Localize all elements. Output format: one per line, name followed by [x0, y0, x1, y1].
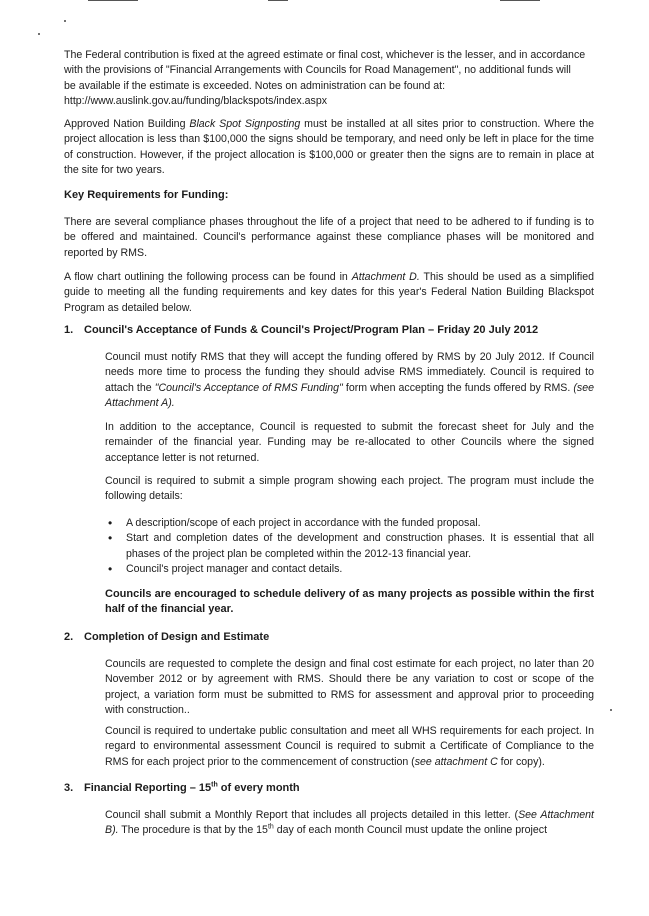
section-2-paragraph-design: Councils are requested to complete the design and final cost estimate for each project, no later than 20 November 2012 or by agreement with RMS. Should there be any variation to cost or scope of the project, a variation form must be submitted to RMS for assessment and approval prior to proceeding with construction.. — [105, 658, 594, 716]
section-1-heading: 1. Council's Acceptance of Funds & Council's Project/Program Plan – Friday 20 July 2012 — [64, 324, 539, 336]
list-item: • A description/scope of each project in accordance with the funded proposal. — [105, 516, 594, 531]
attachment-d-ref: Attachment D. — [351, 271, 420, 283]
acceptance-form-name: "Council's Acceptance of RMS Funding" — [154, 381, 343, 394]
section-1-paragraph-notify: Council must notify RMS that they will accept the funding offered by RMS by 20 July 2012. If Council needs more time to process the funding they should advise RMS immediately. Council is required to attach the "Council's Acceptance of RMS Funding" form when accepting the funds offered by RMS. (see Attachment A). — [105, 351, 594, 409]
paragraph-signposting: Approved Nation Building Black Spot Signposting must be installed at all sites prior to construction. Where the project allocation is less than $100,000 the signs should be temporary, and need only be left in place for the time of construction. However, if the project allocation is $100,000 or greater then the signs are to remain in place at the site for two years. — [64, 118, 595, 176]
paragraph-flowchart: A flow chart outlining the following process can be found in Attachment D. This should be used as a simplified guide to meeting all the funding requirements and key dates for this year's Federal Nation Building Blackspot Program as detailed below. — [64, 271, 594, 314]
scan-speck — [64, 20, 66, 22]
list-item: • Council's project manager and contact details. — [105, 562, 594, 577]
text-line: with the provisions of "Financial Arrangements with Councils for Road Management", no additional funds will — [64, 64, 571, 77]
section-1-bold-note: Councils are encouraged to schedule delivery of as many projects as possible within the first half of the financial year. — [105, 588, 594, 616]
heading-key-requirements: Key Requirements for Funding: — [64, 189, 229, 201]
scan-speck — [38, 33, 40, 35]
scan-edge-mark — [500, 0, 540, 1]
paragraph-federal-contribution — [64, 48, 594, 109]
text-line: The Federal contribution is fixed at the agreed estimate or final cost, whichever is the lesser, and in accordance — [64, 49, 586, 61]
admin-notes-url: http://www.auslink.gov.au/funding/blackspots/index.aspx — [64, 94, 328, 107]
program-details-list — [105, 516, 594, 577]
attachment-c-ref: see attachment C — [414, 755, 498, 768]
list-item: • Start and completion dates of the development and construction phases. It is essential that all phases of the project plan be completed within the 2012-13 financial year. — [105, 531, 594, 562]
paragraph-compliance: There are several compliance phases throughout the life of a project that need to be adhered to if funding is to be offered and maintained. Council's performance against these compliance phases will be monitored and reported by RMS. — [64, 216, 594, 259]
section-3-heading: 3. Financial Reporting – 15th of every month — [64, 781, 300, 794]
scan-edge-mark — [268, 0, 288, 1]
attachment-a-ref: (see Attachment A). — [105, 381, 594, 409]
signposting-term: Black Spot Signposting — [189, 118, 301, 130]
section-1-paragraph-program: Council is required to submit a simple program showing each project. The program must include the following details: — [105, 475, 594, 503]
attachment-b-ref: See Attachment B). — [105, 809, 594, 837]
text-line: be available if the estimate is exceeded. Notes on administration can be found at: — [64, 79, 446, 92]
section-1-paragraph-forecast: In addition to the acceptance, Council is requested to submit the forecast sheet for July and the remainder of the financial year. Funding may be re-allocated to other Councils where the signed acceptance letter is not returned. — [105, 421, 594, 464]
section-2-paragraph-consultation: Council is required to undertake public consultation and meet all WHS requirements for each project. In regard to environmental assessment Council is required to submit a Certificate of Compliance to the RMS for each project prior to the commencement of construction (see attachment C for copy). — [105, 725, 594, 768]
scan-edge-mark — [88, 0, 138, 1]
section-2-heading: 2. Completion of Design and Estimate — [64, 631, 270, 643]
section-3-paragraph-reporting: Council shall submit a Monthly Report that includes all projects detailed in this letter. (See Attachment B). The procedure is that by the 15th day of each month Council must update the online project — [105, 809, 594, 837]
scan-speck — [610, 709, 612, 711]
